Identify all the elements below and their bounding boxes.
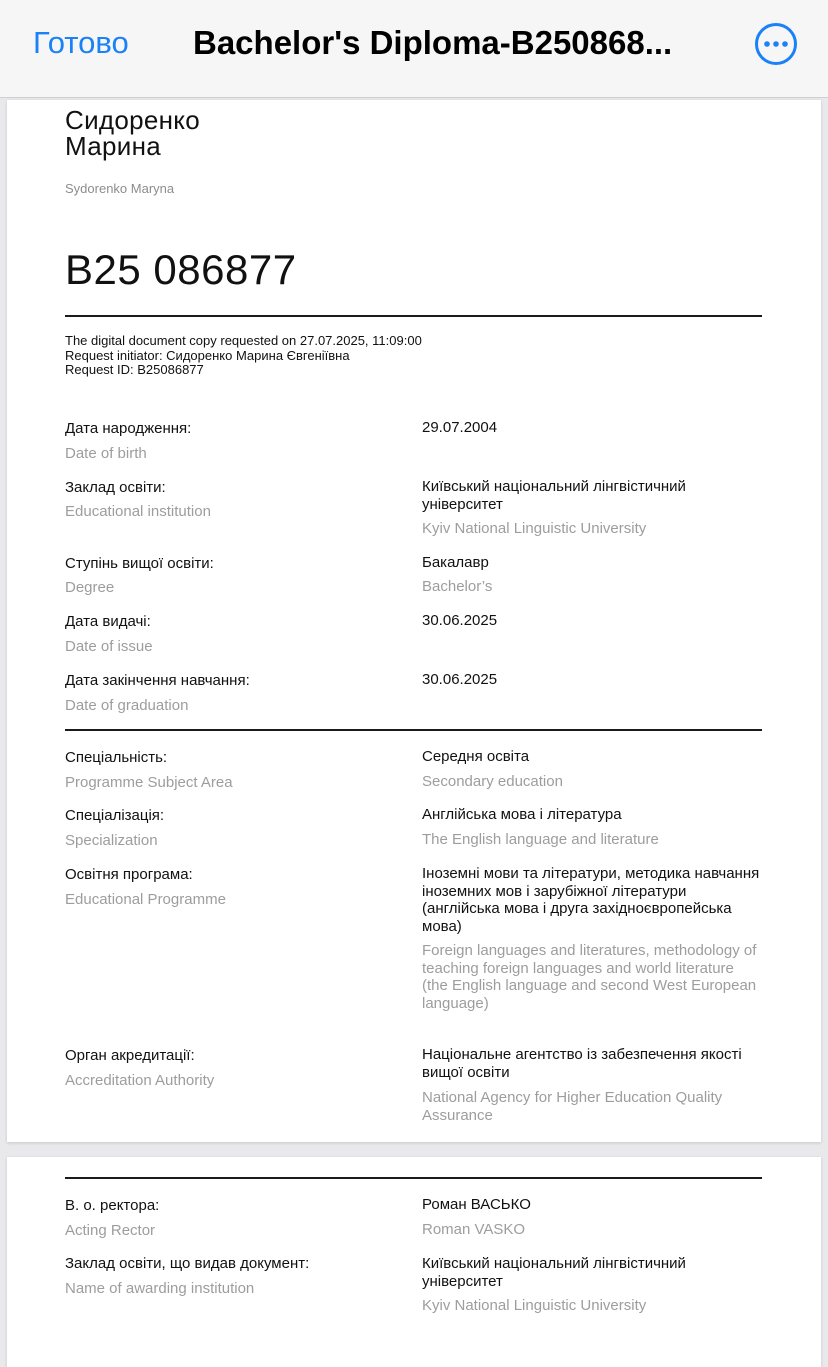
- institution-value: Київський національний лінгвістичний університет: [422, 478, 686, 513]
- holder-given-name: Марина: [65, 131, 162, 161]
- document-number: B25 086877: [65, 246, 297, 293]
- holder-surname: Сидоренко: [65, 105, 201, 135]
- graduation-label-en: Date of graduation: [65, 697, 189, 714]
- divider: [65, 729, 762, 731]
- birth-label-en: Date of birth: [65, 445, 147, 462]
- ellipsis-circle-icon[interactable]: [754, 22, 798, 66]
- subject-value: Середня освіта: [422, 748, 530, 765]
- request-date: The digital document copy requested on 27.07.2025, 11:09:00: [65, 333, 422, 348]
- programme-value-en: Foreign languages and literatures, methodology of teaching foreign languages and world literature (the English language and second West European language): [422, 942, 757, 1012]
- request-initiator: Request initiator: Сидоренко Марина Євгеніївна: [65, 347, 350, 363]
- graduation-label: Дата закінчення навчання:: [65, 672, 250, 689]
- programme-label: Освітня програма:: [65, 866, 193, 883]
- document-page-1: [7, 100, 821, 1142]
- institution-value-en: Kyiv National Linguistic University: [422, 520, 647, 537]
- programme-value: Іноземні мови та літератури, методика навчання іноземних мов і зарубіжної літератури (англійська мова і друга західноєвропейська мова): [422, 865, 760, 935]
- birth-label: Дата народження:: [65, 420, 192, 437]
- document-page-2: [7, 1157, 821, 1367]
- accreditation-value: Національне агентство із забезпечення якості вищої освіти: [422, 1046, 742, 1081]
- specialization-label-en: Specialization: [65, 832, 158, 849]
- issue-value: 30.06.2025: [422, 612, 498, 629]
- divider: [65, 315, 762, 317]
- holder-name-uk: [65, 107, 200, 159]
- programme-label-en: Educational Programme: [65, 891, 226, 908]
- navigation-bar: [0, 0, 828, 98]
- subject-label: Спеціальність:: [65, 749, 168, 766]
- rector-value-en: Roman VASKO: [422, 1221, 526, 1238]
- graduation-value: 30.06.2025: [422, 671, 498, 688]
- institution-label: Заклад освіти:: [65, 479, 166, 496]
- degree-value-en: Bachelor’s: [422, 578, 493, 595]
- specialization-value-en: The English language and literature: [422, 831, 659, 848]
- issue-label: Дата видачі:: [65, 613, 151, 630]
- done-button[interactable]: Готово: [33, 25, 129, 60]
- accreditation-value-en: National Agency for Higher Education Quality Assurance: [422, 1089, 723, 1124]
- accreditation-label-en: Accreditation Authority: [65, 1072, 215, 1089]
- rector-value: Роман ВАСЬКО: [422, 1196, 531, 1213]
- accreditation-label: Орган акредитації:: [65, 1047, 195, 1064]
- specialization-value: Англійська мова і література: [422, 806, 622, 823]
- subject-value-en: Secondary education: [422, 773, 563, 790]
- awarding-value-en: Kyiv National Linguistic University: [422, 1297, 647, 1314]
- request-id: Request ID: B25086877: [65, 362, 204, 377]
- subject-label-en: Programme Subject Area: [65, 774, 233, 791]
- holder-name-en: Sydorenko Maryna: [65, 181, 175, 196]
- issue-label-en: Date of issue: [65, 638, 153, 655]
- degree-label: Ступінь вищої освіти:: [65, 555, 214, 572]
- divider: [65, 1177, 762, 1179]
- document-title: Bachelor's Diploma-B250868...: [193, 24, 673, 61]
- institution-label-en: Educational institution: [65, 503, 211, 520]
- specialization-label: Спеціалізація:: [65, 807, 165, 824]
- rector-label-en: Acting Rector: [65, 1222, 156, 1239]
- rector-label: В. о. ректора:: [65, 1197, 160, 1214]
- awarding-value: Київський національний лінгвістичний університет: [422, 1255, 686, 1290]
- request-info: [65, 334, 422, 378]
- degree-value: Бакалавр: [422, 554, 489, 571]
- birth-value: 29.07.2004: [422, 419, 498, 436]
- awarding-label: Заклад освіти, що видав документ:: [65, 1255, 310, 1272]
- degree-label-en: Degree: [65, 579, 115, 596]
- awarding-label-en: Name of awarding institution: [65, 1280, 255, 1297]
